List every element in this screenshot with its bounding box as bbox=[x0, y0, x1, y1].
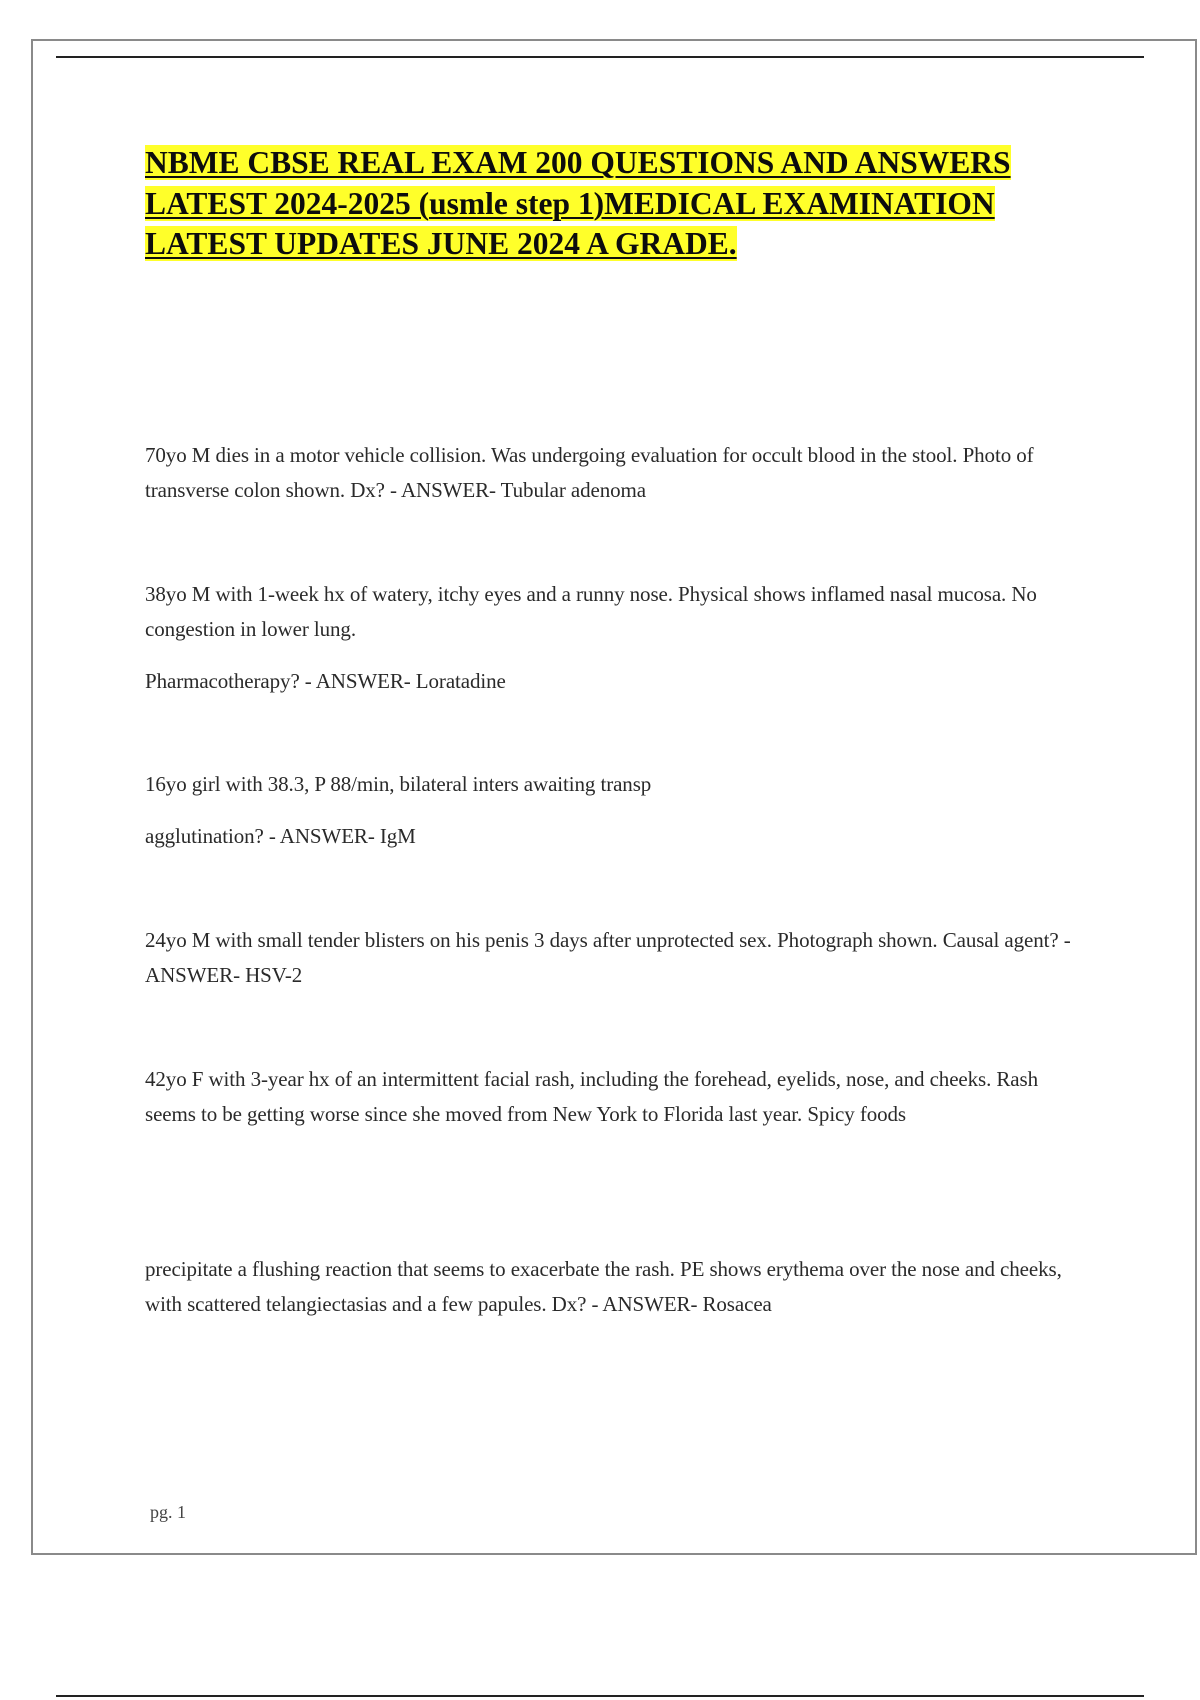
question-blisters-paragraph: 24yo M with small tender blisters on his penis 3 days after unprotected sex. Photograph shown. Causal agent? - ANSWER- HSV-2 bbox=[145, 928, 1071, 987]
page-number: pg. 1 bbox=[150, 1502, 186, 1522]
question-allergy-answer: Pharmacotherapy? - ANSWER- Loratadine bbox=[145, 669, 506, 693]
document-title bbox=[145, 143, 1075, 265]
title-highlight: NBME CBSE REAL EXAM 200 QUESTIONS AND ANSWERS LATEST 2024-2025 (usmle step 1)MEDICAL EXAMINATION LATEST UPDATES JUNE 2024 A GRADE. bbox=[145, 145, 1011, 261]
question-agglutination-paragraph: 16yo girl with 38.3, P 88/min, bilateral inters awaiting transp bbox=[145, 772, 652, 796]
top-rule bbox=[56, 56, 1144, 58]
question-colon-paragraph: 70yo M dies in a motor vehicle collision. Was undergoing evaluation for occult blood in the stool. Photo of transverse colon shown. Dx? - ANSWER- Tubular adenoma bbox=[145, 443, 1034, 502]
question-agglutination-answer: agglutination? - ANSWER- IgM bbox=[145, 824, 416, 848]
question-allergy-paragraph: 38yo M with 1-week hx of watery, itchy eyes and a runny nose. Physical shows inflamed nasal mucosa. No congestion in lower lung. bbox=[145, 582, 1037, 641]
question-rash-continuation: precipitate a flushing reaction that seems to exacerbate the rash. PE shows erythema over the nose and cheeks, with scattered telangiectasias and a few papules. Dx? - ANSWER- Rosacea bbox=[145, 1257, 1062, 1316]
bottom-rule bbox=[56, 1695, 1144, 1697]
question-rash-paragraph: 42yo F with 3-year hx of an intermittent facial rash, including the forehead, eyelids, nose, and cheeks. Rash seems to be getting worse since she moved from New York to Florida last year. Spicy foods bbox=[145, 1067, 1039, 1126]
